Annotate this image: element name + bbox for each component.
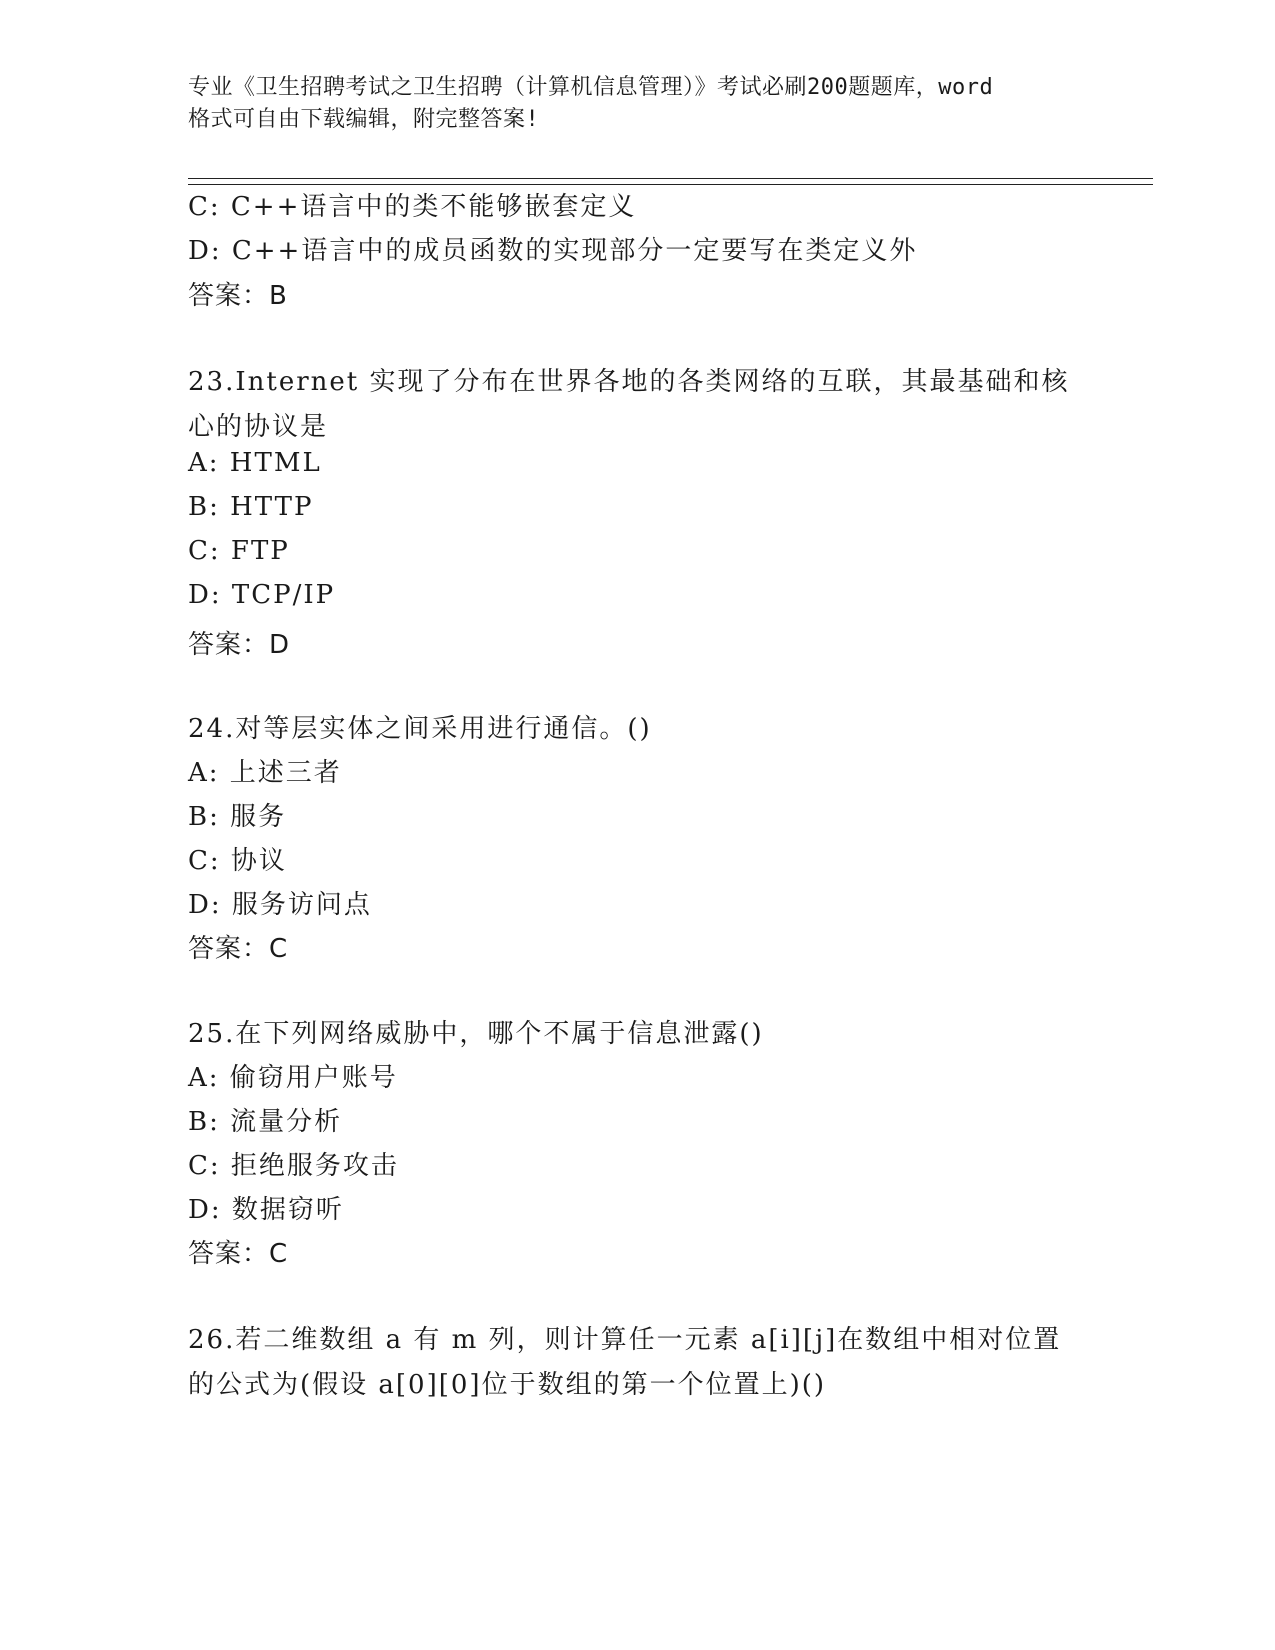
- q23-option-d: D: TCP/IP: [188, 580, 336, 610]
- q23-option-b: B: HTTP: [188, 492, 314, 522]
- q24-answer: 答案：C: [188, 934, 289, 964]
- document-header: [188, 72, 1088, 136]
- q23-answer: 答案：D: [188, 630, 291, 660]
- q25-option-c: C: 拒绝服务攻击: [188, 1151, 399, 1181]
- q22-answer: 答案：B: [188, 281, 288, 311]
- header-line-2: 格式可自由下载编辑，附完整答案!: [188, 107, 540, 132]
- q22-option-c: C: C++语言中的类不能够嵌套定义: [188, 192, 637, 222]
- header-line-1: 专业《卫生招聘考试之卫生招聘（计算机信息管理）》考试必刷200题题库，word: [188, 75, 994, 100]
- q25-answer: 答案：C: [188, 1239, 289, 1269]
- q25-option-b: B: 流量分析: [188, 1107, 343, 1137]
- q26-stem: 26.若二维数组 a 有 m 列，则计算任一元素 a[i][j]在数组中相对位置的公式为(假设 a[0][0]位于数组的第一个位置上)(): [188, 1325, 1062, 1400]
- q23-option-a: A: HTML: [188, 448, 322, 478]
- q24-stem: 24.对等层实体之间采用进行通信。(): [188, 714, 652, 744]
- header-rule-bottom: [188, 184, 1153, 185]
- q25-option-d: D: 数据窃听: [188, 1195, 344, 1225]
- q24-option-a: A: 上述三者: [188, 758, 342, 788]
- q25-option-a: A: 偷窃用户账号: [188, 1063, 398, 1093]
- q25-stem: 25.在下列网络威胁中，哪个不属于信息泄露(): [188, 1019, 764, 1049]
- q23-stem: 23.Internet 实现了分布在世界各地的各类网络的互联，其最基础和核心的协议是: [188, 367, 1070, 442]
- q24-option-b: B: 服务: [188, 802, 287, 832]
- q24-option-d: D: 服务访问点: [188, 890, 372, 920]
- q22-option-d: D: C++语言中的成员函数的实现部分一定要写在类定义外: [188, 236, 918, 266]
- q23-option-c: C: FTP: [188, 536, 290, 566]
- q24-option-c: C: 协议: [188, 846, 287, 876]
- header-rule-top: [188, 178, 1153, 179]
